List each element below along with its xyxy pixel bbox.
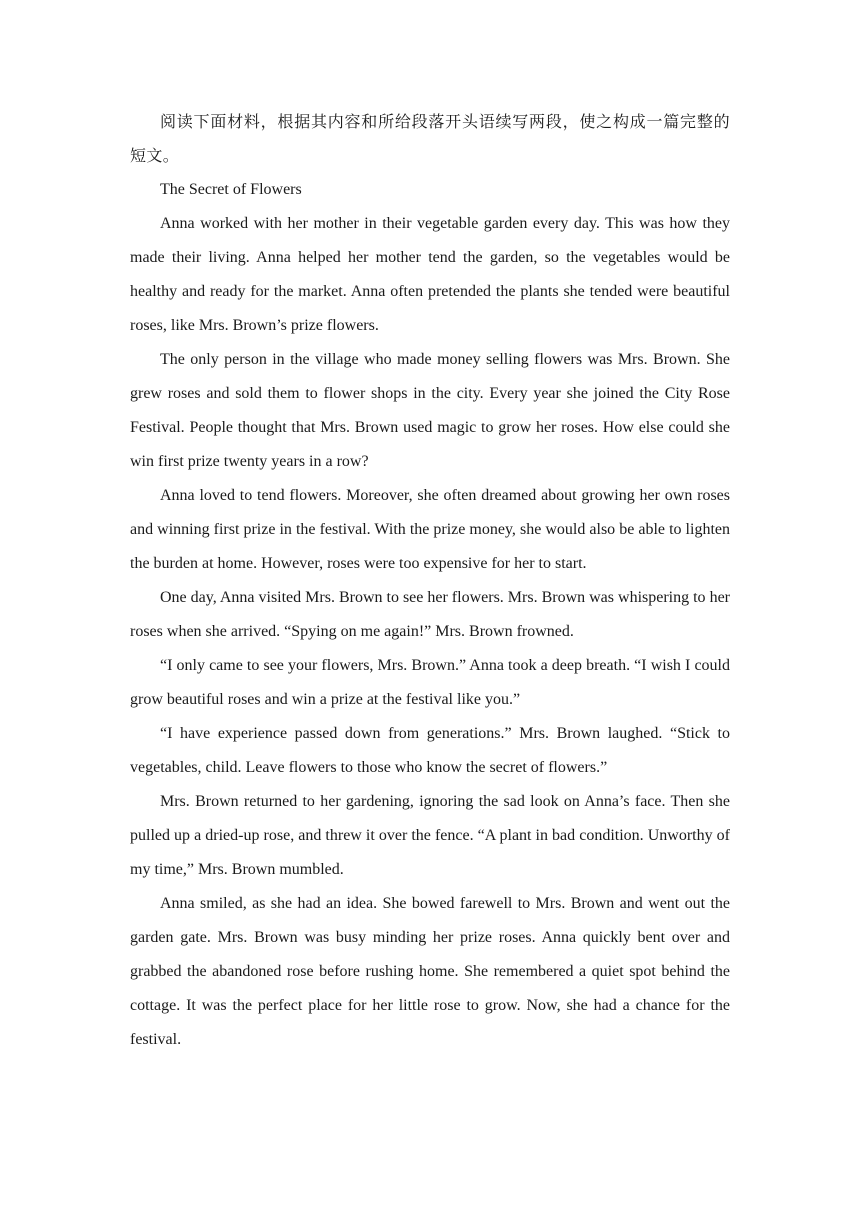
- story-paragraph-7: Mrs. Brown returned to her gardening, ignoring the sad look on Anna’s face. Then she pulled up a dried-up rose, and threw it over the fence. “A plant in bad condition. Unworthy of my time,” Mrs. Brown mumbled.: [130, 793, 730, 878]
- story-paragraph-8: Anna smiled, as she had an idea. She bowed farewell to Mrs. Brown and went out the garden gate. Mrs. Brown was busy minding her prize roses. Anna quickly bent over and grabbed the abandoned rose before rushing home. She remembered a quiet spot behind the cottage. It was the perfect place for her little rose to grow. Now, she had a chance for the festival.: [130, 895, 730, 1048]
- story-paragraph-3: Anna loved to tend flowers. Moreover, she often dreamed about growing her own roses and winning first prize in the festival. With the prize money, she would also be able to lighten the burden at home. However, roses were too expensive for her to start.: [130, 487, 730, 572]
- story-paragraph-5: “I only came to see your flowers, Mrs. Brown.” Anna took a deep breath. “I wish I could grow beautiful roses and win a prize at the festival like you.”: [130, 657, 730, 708]
- story-paragraph-1: Anna worked with her mother in their vegetable garden every day. This was how they made their living. Anna helped her mother tend the garden, so the vegetables would be healthy and ready for the market. Anna often pretended the plants she tended were beautiful roses, like Mrs. Brown’s prize flowers.: [130, 215, 730, 334]
- document-page: [130, 105, 730, 1057]
- story-title: The Secret of Flowers: [160, 181, 302, 198]
- story-paragraph-4: One day, Anna visited Mrs. Brown to see her flowers. Mrs. Brown was whispering to her roses when she arrived. “Spying on me again!” Mrs. Brown frowned.: [130, 589, 730, 640]
- story-paragraph-2: The only person in the village who made money selling flowers was Mrs. Brown. She grew roses and sold them to flower shops in the city. Every year she joined the City Rose Festival. People thought that Mrs. Brown used magic to grow her roses. How else could she win first prize twenty years in a row?: [130, 351, 730, 470]
- story-paragraph-6: “I have experience passed down from generations.” Mrs. Brown laughed. “Stick to vegetables, child. Leave flowers to those who know the secret of flowers.”: [130, 725, 730, 776]
- instruction-text: 阅读下面材料，根据其内容和所给段落开头语续写两段，使之构成一篇完整的短文。: [130, 112, 730, 165]
